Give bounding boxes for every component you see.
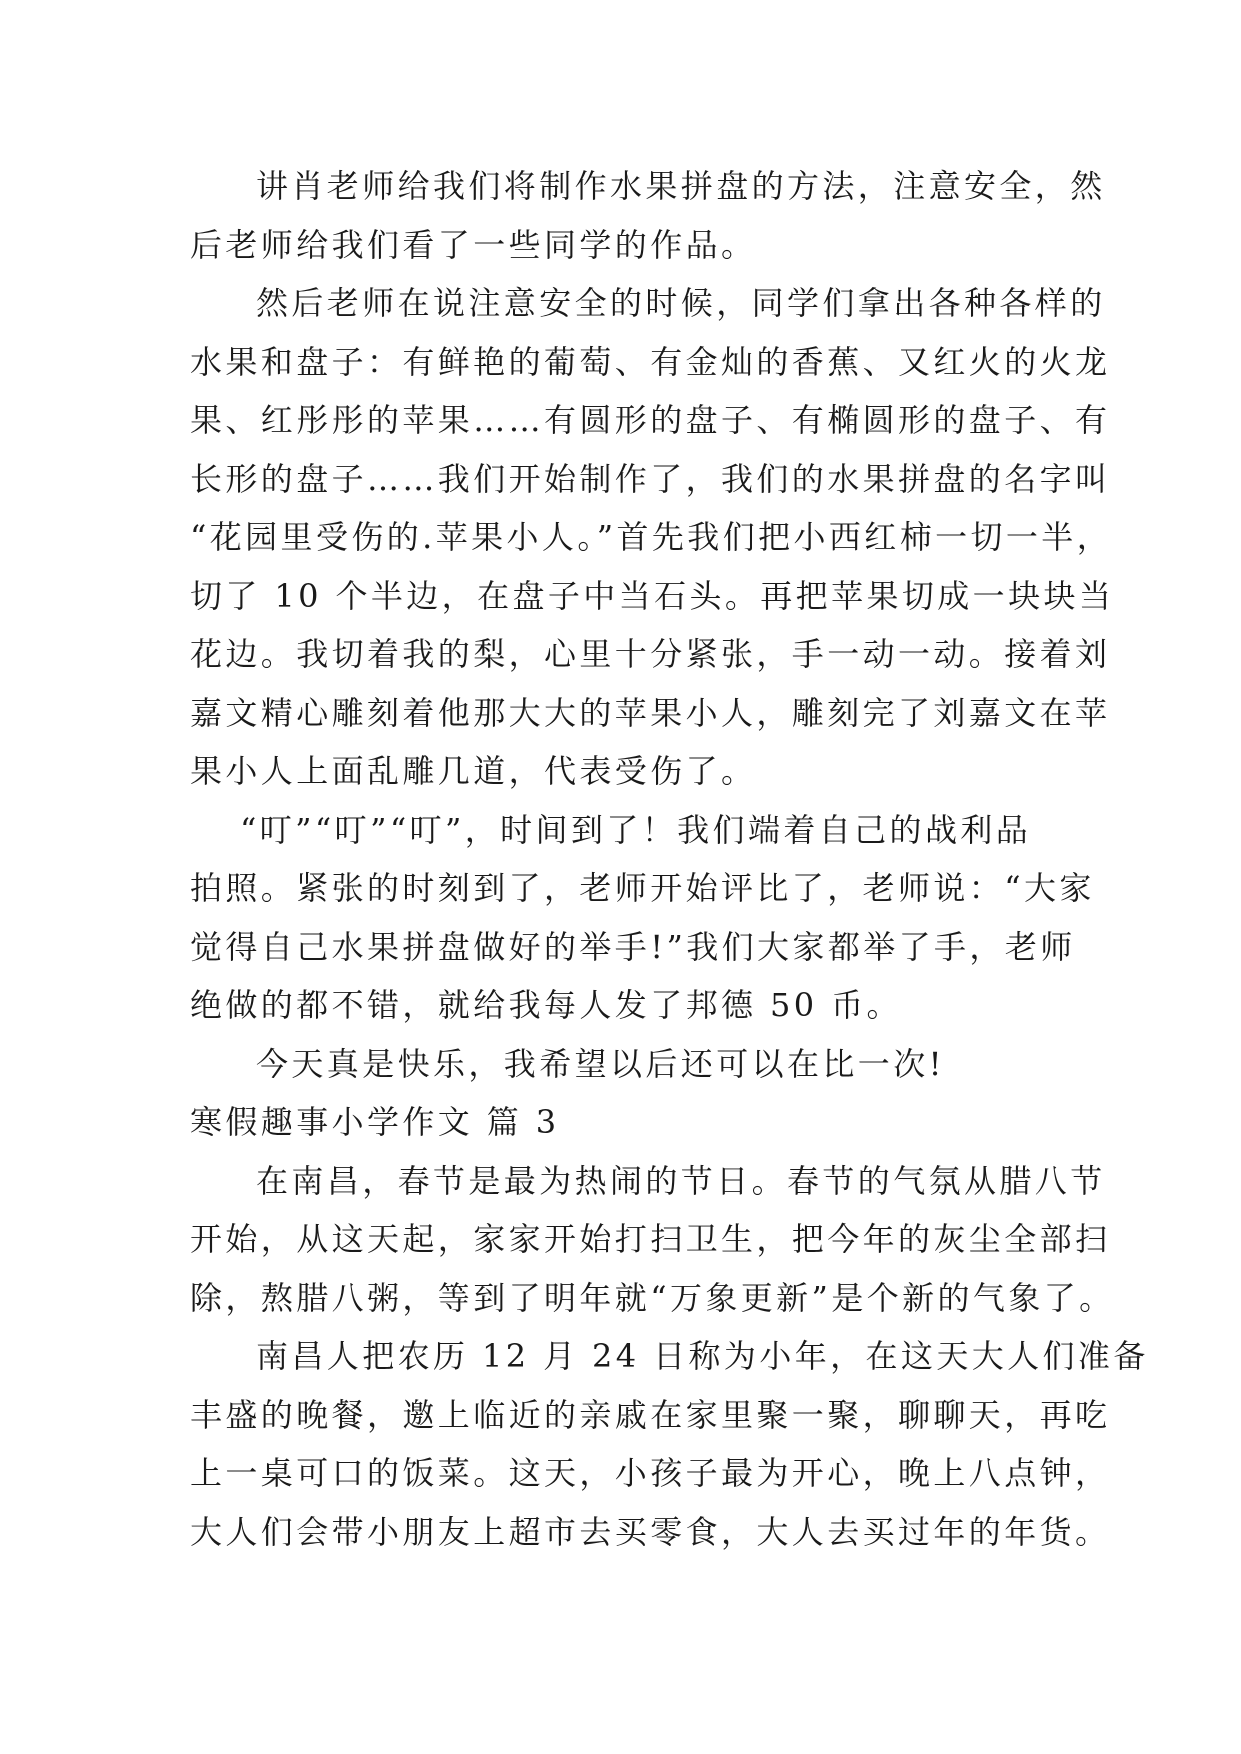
text-line: “叮”“叮”“叮”，时间到了！我们端着自己的战利品 (240, 810, 1032, 849)
text-line: 花边。我切着我的梨，心里十分紧张，手一动一动。接着刘 (190, 635, 1111, 673)
text-line: 除，熬腊八粥，等到了明年就“万象更新”是个新的气象了。 (190, 1278, 1115, 1317)
text-line: 长形的盘子……我们开始制作了，我们的水果拼盘的名字叫 (190, 459, 1111, 498)
text-line: 觉得自己水果拼盘做好的举手!”我们大家都举了手，老师 (190, 927, 1076, 966)
text-line: 水果和盘子：有鲜艳的葡萄、有金灿的香蕉、又红火的火龙 (190, 342, 1111, 381)
text-line: “花园里受伤的.苹果小人。”首先我们把小西红柿一切一半， (190, 518, 1113, 556)
text-line: 果小人上面乱雕几道，代表受伤了。 (190, 752, 757, 790)
text-line: 开始，从这天起，家家开始打扫卫生，把今年的灰尘全部扫 (190, 1220, 1111, 1258)
text-line: 果、红彤彤的苹果……有圆形的盘子、有椭圆形的盘子、有 (190, 401, 1111, 439)
text-line: 讲肖老师给我们将制作水果拼盘的方法，注意安全，然 (256, 167, 1106, 205)
essay-body (190, 157, 1149, 1561)
text-line: 然后老师在说注意安全的时候，同学们拿出各种各样的 (256, 284, 1106, 322)
text-line: 南昌人把农历 12 月 24 日称为小年，在这天大人们准备 (256, 1337, 1149, 1375)
text-line: 嘉文精心雕刻着他那大大的苹果小人，雕刻完了刘嘉文在苹 (190, 693, 1111, 732)
text-line: 绝做的都不错，就给我每人发了邦德 50 币。 (190, 986, 902, 1024)
text-line: 今天真是快乐，我希望以后还可以在比一次! (256, 1044, 945, 1083)
text-line: 在南昌，春节是最为热闹的节日。春节的气氛从腊八节 (256, 1161, 1106, 1200)
text-line: 大人们会带小朋友上超市去买零食，大人去买过年的年货。 (190, 1512, 1111, 1551)
section-heading: 寒假趣事小学作文 篇 3 (190, 1103, 560, 1141)
text-line: 上一桌可口的饭菜。这天，小孩子最为开心，晚上八点钟， (190, 1454, 1111, 1492)
text-line: 丰盛的晚餐，邀上临近的亲戚在家里聚一聚，聊聊天，再吃 (190, 1395, 1111, 1434)
text-line: 切了 10 个半边，在盘子中当石头。再把苹果切成一块块当 (190, 576, 1115, 615)
text-line: 后老师给我们看了一些同学的作品。 (190, 225, 757, 264)
text-line: 拍照。紧张的时刻到了，老师开始评比了，老师说：“大家 (190, 869, 1095, 907)
